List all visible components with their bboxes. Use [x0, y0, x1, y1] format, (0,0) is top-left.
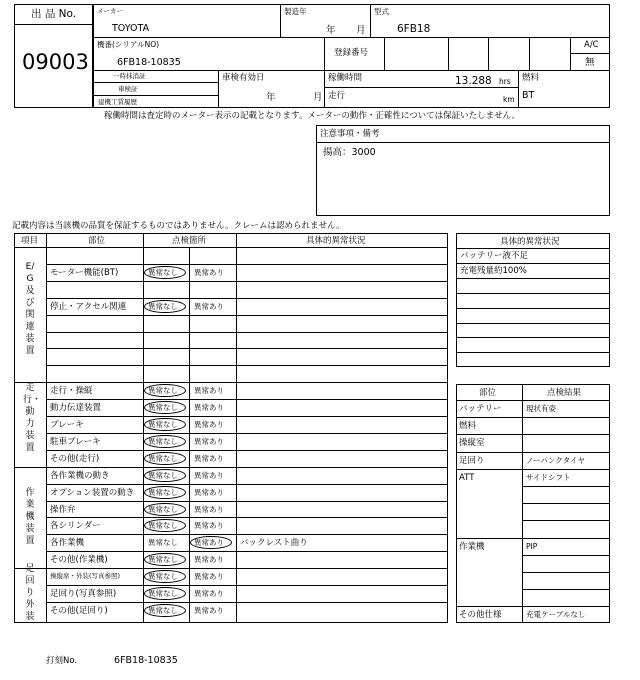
work-cert-label: 建機工賃履歴: [98, 98, 137, 106]
result-row-part: 足回り: [459, 455, 485, 466]
inspection-group-label: 走行・動力装置: [23, 383, 42, 454]
status-normal: 異常なし: [148, 470, 178, 480]
listing-no: 09003: [22, 50, 89, 74]
status-normal: 異常なし: [148, 555, 178, 565]
col-part-header: 部位: [88, 236, 106, 246]
result-row-value: サイドシフト: [526, 472, 571, 482]
year-label: 製造年: [284, 7, 307, 16]
status-abnormal: 異常あり: [194, 386, 224, 396]
status-normal: 異常なし: [148, 605, 178, 615]
result-row-part: 操縦室: [459, 438, 485, 449]
result-row-value: 充電ケーブルなし: [526, 610, 586, 620]
result-row-value: 現状有姿: [526, 404, 556, 413]
status-abnormal: 異常あり: [194, 436, 224, 446]
selected-status-mark: [144, 587, 186, 600]
result-row-part: 作業機: [459, 541, 485, 552]
result-row-value: ノーパンクタイヤ: [526, 455, 585, 465]
selected-status-mark: [144, 604, 186, 617]
inspection-row-part: 操縦席・外装(写真参照): [50, 572, 121, 581]
status-abnormal: 異常あり: [194, 589, 224, 598]
inspection-row-part: その他(作業機): [50, 555, 108, 566]
status-abnormal: 異常あり: [194, 267, 224, 277]
hours-label: 稼働時間: [328, 73, 363, 83]
result-row-part: バッテリー: [459, 404, 502, 414]
status-abnormal: 異常あり: [194, 521, 224, 531]
inspection-group-label: 作業機装置: [25, 488, 35, 547]
inspection-row-part: 走行・操縦: [50, 386, 93, 397]
selected-status-mark: [144, 570, 186, 583]
selected-status-mark: [144, 452, 186, 465]
inspection-row-part: オプション装置の動き: [50, 487, 135, 498]
inspection-row-part: ブレーキ: [50, 420, 84, 430]
quality-disclaimer: 記載内容は当該機の品質を保証するものではありません。クレームは認められません。: [12, 221, 345, 231]
selected-status-mark: [144, 418, 186, 431]
status-abnormal: 異常あり: [194, 572, 224, 582]
stamp-label: 打刻No.: [46, 656, 78, 666]
inspection-group-label: E/G及び関連装置: [25, 261, 35, 356]
status-normal: 異常なし: [148, 436, 178, 446]
status-abnormal: 異常あり: [194, 470, 224, 480]
status-abnormal: 異常あり: [194, 538, 224, 548]
status-normal: 異常なし: [148, 589, 178, 598]
mileage-unit: km: [503, 95, 515, 104]
listing-no-label: 出 品 No.: [31, 8, 77, 20]
result-row-part: その他仕様: [459, 610, 502, 621]
inspection-group-label: 足回り外装: [25, 564, 35, 623]
status-abnormal: 異常あり: [194, 605, 224, 615]
selected-status-mark: [144, 503, 186, 516]
inspection-row-part: 駐車ブレーキ: [50, 436, 101, 447]
remarks-label: 注意事項・備考: [320, 129, 380, 139]
temp-cert-label: 一時抹消証: [113, 72, 146, 80]
status-normal: 異常なし: [148, 538, 178, 548]
remarks-value: 揚高：3000: [323, 147, 376, 158]
inspection-row-part: その他(足回り): [50, 605, 108, 616]
hours-unit: hrs: [499, 77, 511, 86]
status-normal: 異常なし: [148, 572, 178, 582]
model-label: 型式: [374, 7, 389, 16]
mileage-label: 走行: [328, 91, 346, 101]
abnormal-table-title: 具体的異常状況: [500, 237, 560, 247]
inspection-row-part: 各作業機: [50, 538, 85, 549]
status-abnormal: 異常あり: [194, 403, 224, 413]
result-row-part: 燃料: [459, 421, 477, 432]
status-abnormal: 異常あり: [194, 301, 224, 311]
inspection-row-part: 動力伝達装置: [50, 403, 102, 414]
month-unit: 月: [356, 25, 366, 36]
selected-status-mark: [144, 469, 186, 482]
inspection-row-part: 足回り(写真参照): [50, 589, 117, 599]
status-normal: 異常なし: [148, 403, 178, 413]
result-col-part: 部位: [479, 388, 497, 398]
col-item-header: 項目: [21, 236, 39, 246]
fuel-value: BT: [522, 90, 535, 101]
selected-status-mark: [144, 300, 186, 313]
hours-disclaimer: 稼働時間は査定時のメーター表示の記載となります。メーターの動作・正確性については保証いたしません。: [104, 111, 521, 121]
inspection-row-detail: バックレスト曲り: [240, 538, 308, 549]
status-abnormal: 異常あり: [194, 453, 224, 463]
status-abnormal: 異常あり: [194, 420, 224, 429]
status-abnormal: 異常あり: [194, 504, 224, 514]
ac-label: A/C: [584, 40, 599, 50]
stamp-value: 6FB18-10835: [114, 655, 178, 666]
status-normal: 異常なし: [148, 420, 178, 429]
ac-value: 無: [585, 57, 595, 68]
serial-value: 6FB18-10835: [117, 57, 181, 68]
inspection-month-unit: 月: [313, 92, 323, 103]
inspection-row-part: 各作業機の動き: [50, 470, 110, 481]
model-value: 6FB18: [397, 23, 431, 35]
col-details-header: 具体的異常状況: [306, 236, 366, 246]
selected-status-mark: [144, 435, 186, 448]
status-normal: 異常なし: [148, 301, 178, 311]
abnormal-detail-line: バッテリー液不足: [460, 251, 529, 261]
status-normal: 異常なし: [148, 521, 178, 531]
inspection-year-unit: 年: [266, 92, 276, 103]
status-normal: 異常なし: [148, 504, 178, 514]
maker-value: TOYOTA: [112, 23, 150, 34]
status-normal: 異常なし: [148, 453, 178, 463]
registration-label: 登録番号: [334, 48, 369, 58]
maker-label: メーカー: [97, 7, 123, 15]
serial-label: 機番(シリアルNO): [97, 40, 160, 49]
year-unit: 年: [326, 25, 336, 36]
inspection-row-part: その他(走行): [50, 453, 100, 464]
selected-status-mark: [144, 266, 186, 279]
inspection-row-part: 各シリンダー: [50, 521, 101, 532]
inspection-row-part: モーター機能(BT): [50, 267, 119, 278]
status-normal: 異常なし: [148, 487, 178, 497]
hours-value: 13.288: [455, 75, 492, 87]
result-row-value: PIP: [526, 541, 538, 551]
status-abnormal: 異常あり: [194, 555, 224, 565]
abnormal-detail-line: 充電残量約100%: [460, 265, 527, 276]
inspection-row-part: 操作弁: [50, 504, 76, 515]
selected-status-mark: [144, 401, 186, 414]
status-normal: 異常なし: [148, 386, 178, 396]
inspection-label: 車検有効日: [222, 73, 265, 83]
col-check-header: 点検箇所: [172, 236, 207, 246]
result-col-result: 点検結果: [547, 388, 582, 398]
inspection-row-part: 停止・アクセル関連: [50, 301, 127, 312]
result-row-part: ATT: [459, 472, 475, 483]
fuel-label: 燃料: [522, 73, 540, 83]
selected-status-mark: [144, 486, 186, 499]
status-normal: 異常なし: [148, 267, 178, 277]
vehicle-cert-label: 車検証: [118, 85, 138, 93]
status-abnormal: 異常あり: [194, 487, 224, 497]
